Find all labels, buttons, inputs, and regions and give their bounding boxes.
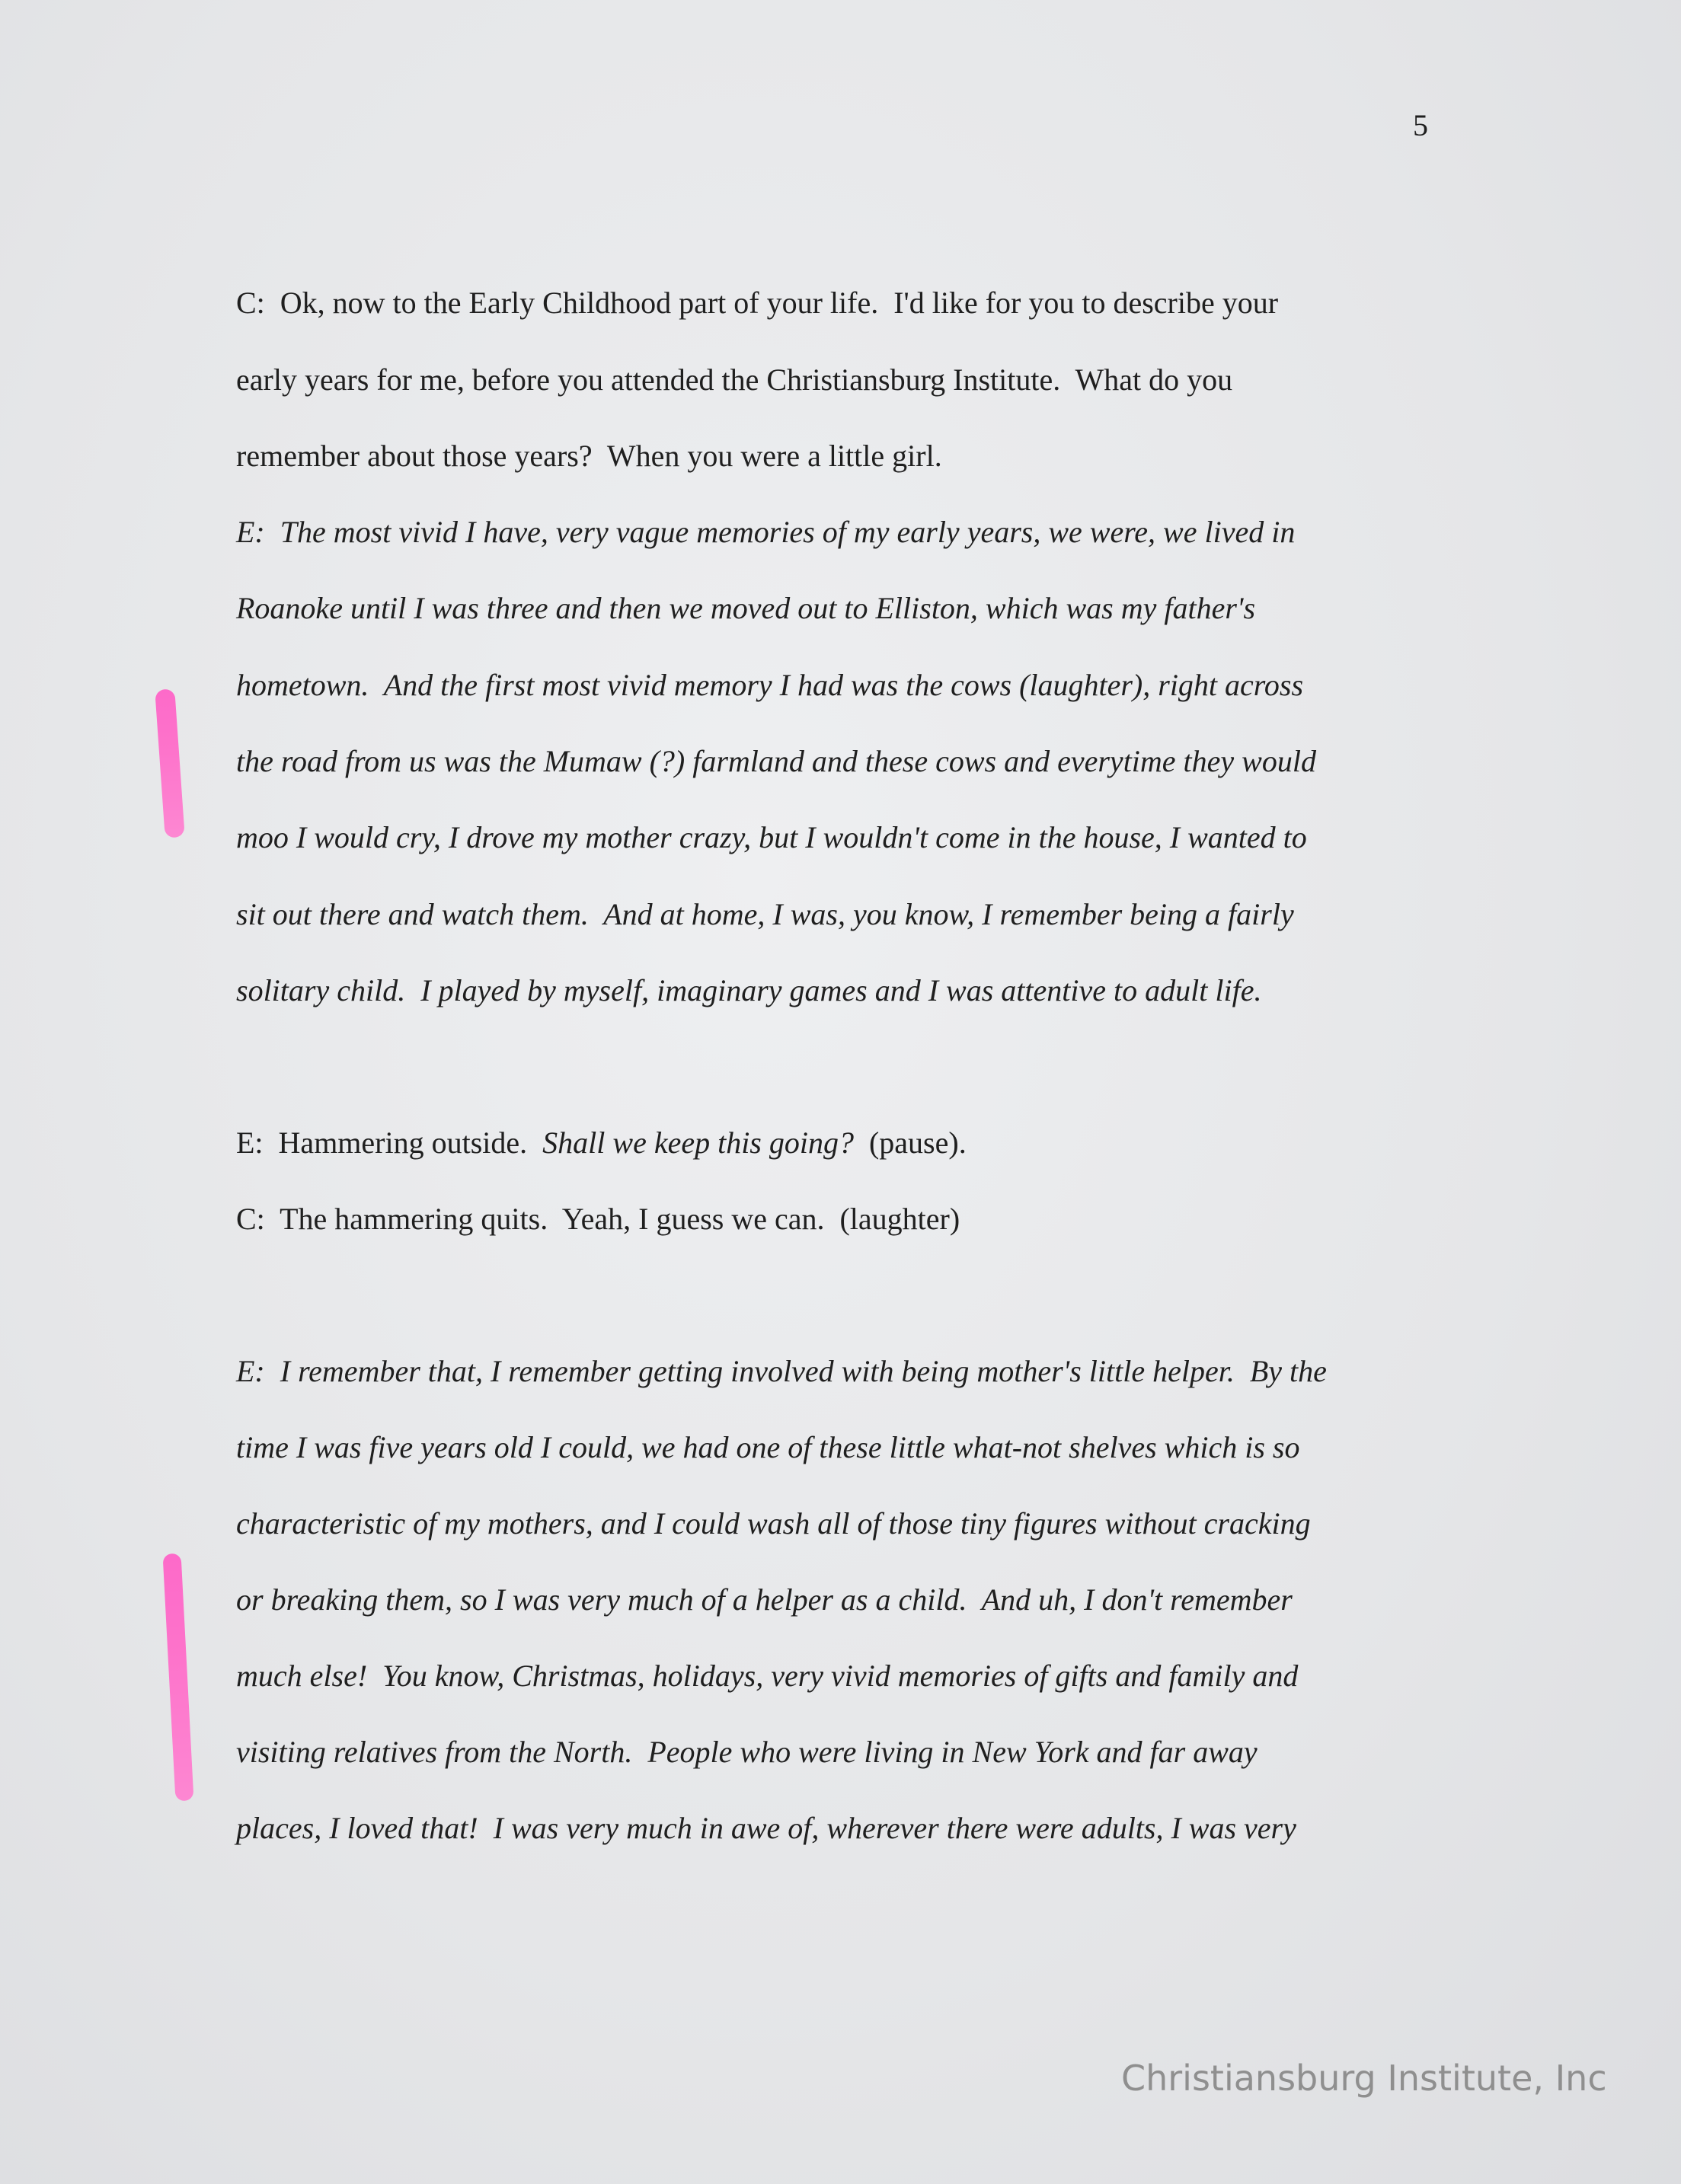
transcript-line bbox=[236, 742, 1316, 781]
transcript-text: the road from us was the Mumaw (?) farmland and these cows and everytime they would bbox=[236, 744, 1316, 778]
page-number: 5 bbox=[1413, 108, 1428, 142]
transcript-line bbox=[236, 819, 1307, 857]
transcript-line bbox=[236, 1581, 1293, 1619]
transcript-line bbox=[236, 1200, 960, 1238]
transcript-text: solitary child. I played by myself, imaginary games and I was attentive to adult life. bbox=[236, 973, 1262, 1007]
transcript-text: much else! You know, Christmas, holidays, very vivid memories of gifts and family and bbox=[236, 1659, 1299, 1693]
transcript-line bbox=[236, 284, 1278, 322]
transcript-text: (pause). bbox=[853, 1126, 967, 1160]
transcript-line bbox=[236, 1505, 1311, 1543]
highlighter-mark-1 bbox=[155, 688, 185, 838]
watermark: Christiansburg Institute, Inc bbox=[1121, 2058, 1607, 2099]
transcript-line bbox=[236, 972, 1261, 1010]
transcript-line bbox=[236, 1733, 1258, 1771]
transcript-line bbox=[236, 666, 1303, 704]
highlighter-mark-2 bbox=[163, 1553, 194, 1802]
transcript-line bbox=[236, 1809, 1296, 1847]
transcript-text: time I was five years old I could, we had one of these little what-not shelves which is so bbox=[236, 1430, 1300, 1464]
transcript-line bbox=[236, 1429, 1299, 1467]
transcript-text: visiting relatives from the North. People who were living in New York and far away bbox=[236, 1735, 1258, 1769]
transcript-text: characteristic of my mothers, and I could wash all of those tiny figures without cracking bbox=[236, 1506, 1311, 1541]
transcript-text: E: I remember that, I remember getting involved with being mother's little helper. By the bbox=[236, 1354, 1327, 1388]
transcript-text: remember about those years? When you were a little girl. bbox=[236, 439, 942, 473]
transcript-text: moo I would cry, I drove my mother crazy, but I wouldn't come in the house, I wanted to bbox=[236, 820, 1307, 854]
transcript-line bbox=[236, 437, 942, 475]
transcript-text: Shall we keep this going? bbox=[542, 1126, 854, 1160]
transcript-line bbox=[236, 589, 1255, 627]
transcript-line bbox=[236, 1352, 1327, 1391]
transcript-line bbox=[236, 896, 1294, 934]
transcript-text: E: The most vivid I have, very vague memories of my early years, we were, we lived in bbox=[236, 515, 1296, 549]
transcript-text: or breaking them, so I was very much of a helper as a child. And uh, I don't remember bbox=[236, 1582, 1293, 1617]
transcript-text: hometown. And the first most vivid memory I had was the cows (laughter), right across bbox=[236, 668, 1304, 702]
transcript-line bbox=[236, 1124, 967, 1162]
transcript-line bbox=[236, 513, 1295, 551]
transcript-line bbox=[236, 361, 1232, 399]
transcript-line bbox=[236, 1657, 1298, 1695]
transcript-text: E: Hammering outside. bbox=[236, 1126, 543, 1160]
transcript-text: C: Ok, now to the Early Childhood part of your life. I'd like for you to describe your bbox=[236, 286, 1279, 320]
transcript-text: sit out there and watch them. And at home, I was, you know, I remember being a fairly bbox=[236, 897, 1294, 931]
transcript-text: places, I loved that! I was very much in awe of, wherever there were adults, I was very bbox=[236, 1811, 1296, 1845]
transcript-text: C: The hammering quits. Yeah, I guess we can. (laughter) bbox=[236, 1202, 960, 1236]
transcript-text: early years for me, before you attended the Christiansburg Institute. What do you bbox=[236, 362, 1233, 397]
transcript-text: Roanoke until I was three and then we moved out to Elliston, which was my father's bbox=[236, 591, 1256, 625]
